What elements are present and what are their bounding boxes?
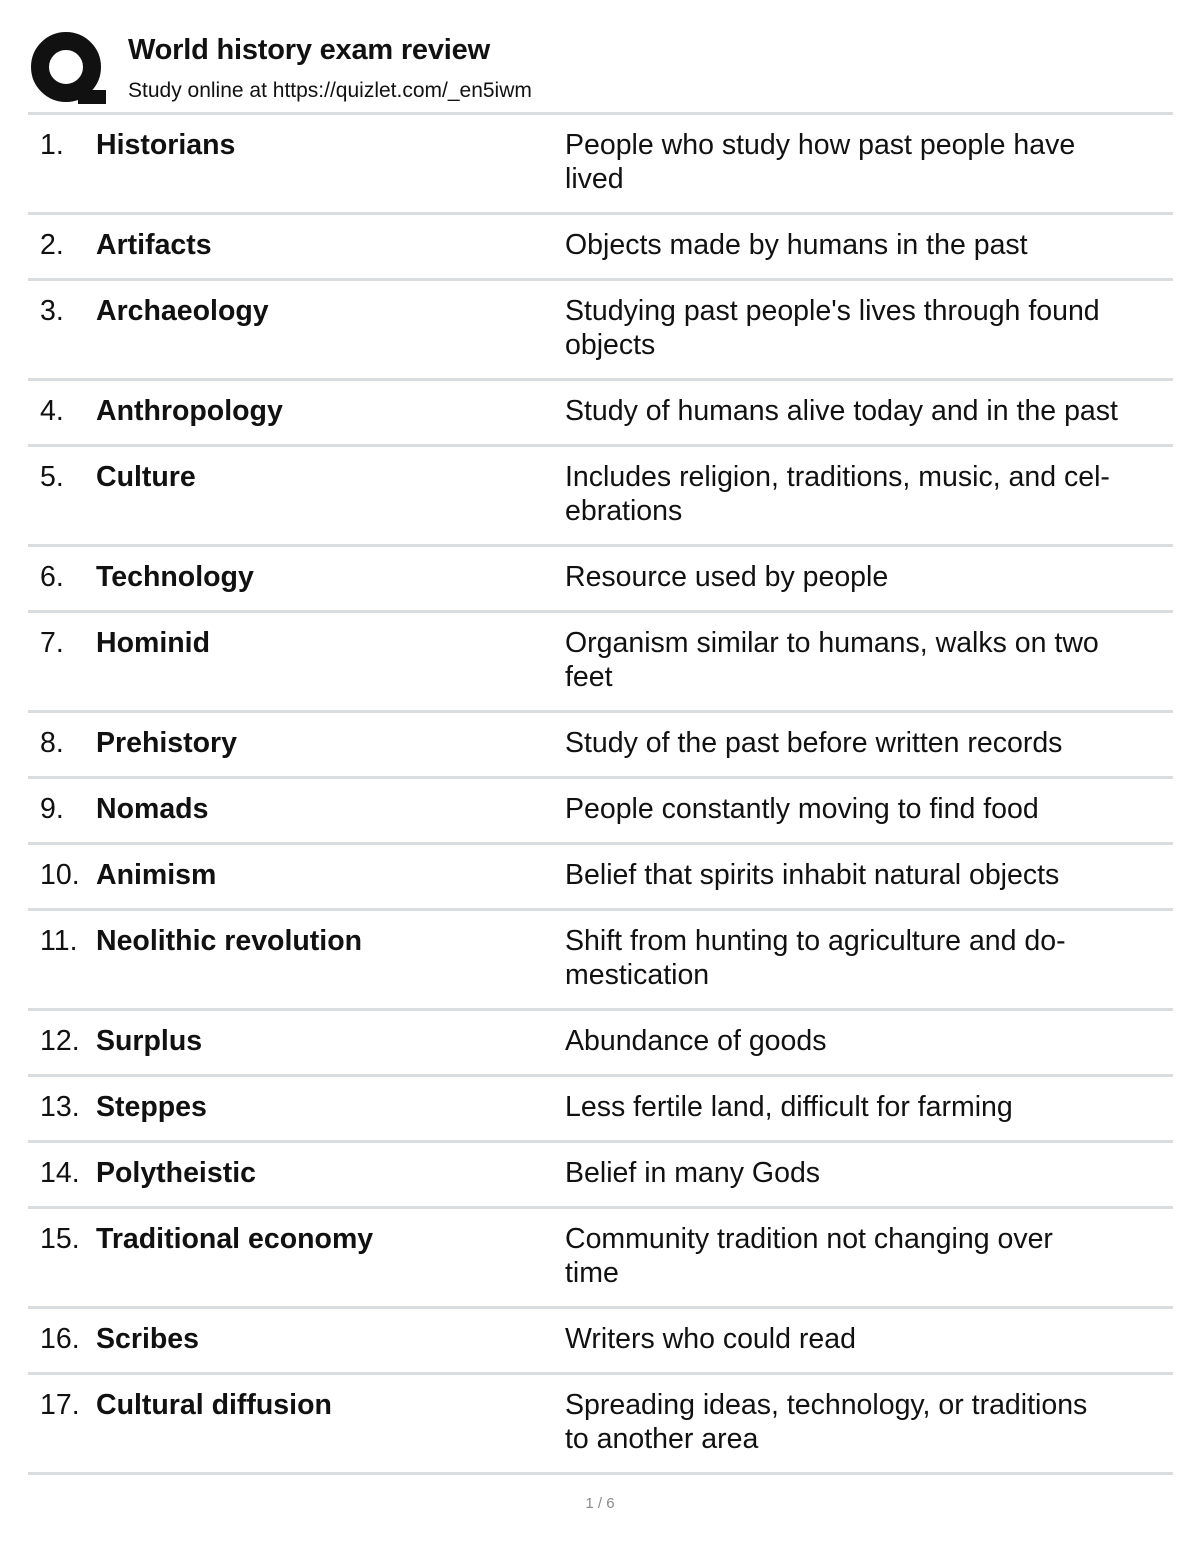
term-row [28, 381, 1173, 447]
definition-line: Community tradition not changing over [565, 1223, 1053, 1255]
term-definition [565, 1090, 1165, 1124]
term-definition [565, 460, 1165, 528]
definition-line: Spreading ideas, technology, or traditions [565, 1389, 1088, 1421]
term-definition [565, 626, 1165, 694]
definition-line: to another area [565, 1423, 759, 1455]
term-row [28, 845, 1173, 911]
term-word: Anthropology [96, 395, 283, 427]
term-definition [565, 792, 1165, 826]
term-word: Surplus [96, 1025, 203, 1057]
term-word: Cultural diffusion [96, 1389, 332, 1421]
term-word: Prehistory [96, 727, 237, 759]
term-word: Neolithic revolution [96, 925, 363, 957]
term-number: 17. [40, 1389, 80, 1421]
term-definition [565, 726, 1165, 760]
definition-line: lived [565, 163, 624, 195]
term-row [28, 1309, 1173, 1375]
definition-line: Less fertile land, difficult for farming [565, 1091, 1013, 1123]
term-word: Archaeology [96, 295, 269, 327]
term-word: Technology [96, 561, 254, 593]
term-word: Traditional economy [96, 1223, 374, 1255]
term-word: Polytheistic [96, 1157, 256, 1189]
term-word: Hominid [96, 627, 210, 659]
page-number: 1 / 6 [585, 1495, 615, 1512]
definition-line: Includes religion, traditions, music, and cel- [565, 461, 1110, 493]
definition-line: People constantly moving to find food [565, 793, 1039, 825]
definition-line: Abundance of goods [565, 1025, 827, 1057]
term-row [28, 1143, 1173, 1209]
term-number: 5. [40, 461, 64, 493]
definition-line: Study of the past before written records [565, 727, 1063, 759]
term-number: 13. [40, 1091, 80, 1123]
term-number: 8. [40, 727, 64, 759]
definition-line: mestication [565, 959, 710, 991]
term-row [28, 281, 1173, 381]
term-word: Historians [96, 129, 236, 161]
term-row [28, 1011, 1173, 1077]
page-title: World history exam review [128, 34, 490, 66]
term-number: 1. [40, 129, 64, 161]
term-word: Artifacts [96, 229, 212, 261]
term-number: 14. [40, 1157, 80, 1189]
term-word: Animism [96, 859, 217, 891]
definition-line: objects [565, 329, 656, 361]
term-word: Steppes [96, 1091, 207, 1123]
term-row [28, 1077, 1173, 1143]
term-word: Nomads [96, 793, 209, 825]
terms-list [28, 115, 1173, 1475]
term-number: 7. [40, 627, 64, 659]
term-number: 4. [40, 395, 64, 427]
term-row [28, 115, 1173, 215]
definition-line: People who study how past people have [565, 129, 1076, 161]
term-word: Scribes [96, 1323, 199, 1355]
quizlet-logo-icon [30, 30, 108, 108]
definition-line: feet [565, 661, 613, 693]
term-row [28, 447, 1173, 547]
term-number: 11. [40, 925, 78, 957]
definition-line: Belief that spirits inhabit natural objects [565, 859, 1060, 891]
definition-line: Resource used by people [565, 561, 889, 593]
definition-line: Belief in many Gods [565, 1157, 821, 1189]
page-header [30, 30, 1172, 112]
term-definition [565, 1156, 1165, 1190]
definition-line: ebrations [565, 495, 683, 527]
term-number: 10. [40, 859, 80, 891]
term-row [28, 1375, 1173, 1475]
term-definition [565, 1388, 1165, 1456]
term-number: 12. [40, 1025, 80, 1057]
term-number: 6. [40, 561, 64, 593]
definition-line: Shift from hunting to agriculture and do- [565, 925, 1066, 957]
term-definition [565, 858, 1165, 892]
definition-line: Writers who could read [565, 1323, 856, 1355]
term-row [28, 547, 1173, 613]
term-number: 15. [40, 1223, 80, 1255]
definition-line: Studying past people's lives through found [565, 295, 1100, 327]
term-definition [565, 394, 1165, 428]
definition-line: Objects made by humans in the past [565, 229, 1028, 261]
term-definition [565, 1024, 1165, 1058]
study-link-text: Study online at https://quizlet.com/_en5iwm [128, 79, 532, 102]
term-number: 3. [40, 295, 64, 327]
term-number: 2. [40, 229, 64, 261]
term-row [28, 215, 1173, 281]
term-definition [565, 560, 1165, 594]
term-number: 16. [40, 1323, 80, 1355]
term-definition [565, 128, 1165, 196]
definition-line: Organism similar to humans, walks on two [565, 627, 1099, 659]
term-definition [565, 1322, 1165, 1356]
term-row [28, 911, 1173, 1011]
definition-line: Study of humans alive today and in the past [565, 395, 1118, 427]
definition-line: time [565, 1257, 619, 1289]
term-word: Culture [96, 461, 196, 493]
term-row [28, 779, 1173, 845]
term-definition [565, 294, 1165, 362]
term-row [28, 1209, 1173, 1309]
term-row [28, 713, 1173, 779]
term-row [28, 613, 1173, 713]
term-definition [565, 1222, 1165, 1290]
term-number: 9. [40, 793, 64, 825]
term-definition [565, 924, 1165, 992]
term-definition [565, 228, 1165, 262]
